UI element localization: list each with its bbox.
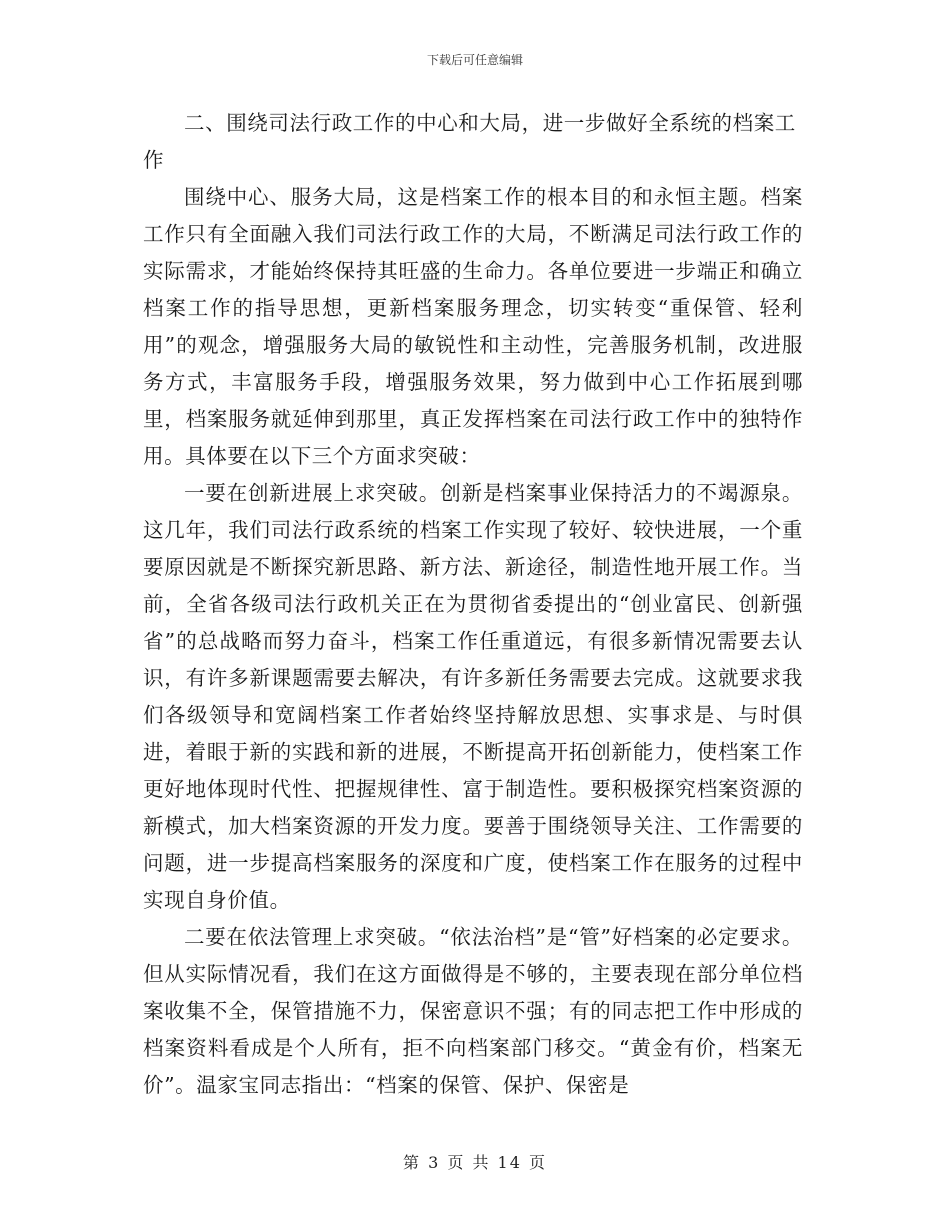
paragraph-3: 二要在依法管理上求突破。“依法治档”是“管”好档案的必定要求。但从实际情况看，我们在这方面做得是不够的，主要表现在部分单位档案收集不全，保管措施不力，保密意识不强；有的同志把工作中形成的档案资料看成是个人所有，拒不向档案部门移交。“黄金有价，档案无价”。温家宝同志指出：“档案的保管、保护、保密是 (143, 925, 803, 1097)
section-heading: 二、围绕司法行政工作的中心和大局，进一步做好全系统的档案工作 (143, 111, 796, 172)
page-header: 下载后可任意编辑 (426, 53, 523, 67)
page-footer: 第 3 页 共 14 页 (403, 1153, 547, 1172)
paragraph-2: 一要在创新进展上求突破。创新是档案事业保持活力的不竭源泉。这几年，我们司法行政系统的档案工作实现了较好、较快进展，一个重要原因就是不断探究新思路、新方法、新途径，制造性地开展工作。当前，全省各级司法行政机关正在为贯彻省委提出的“创业富民、创新强省”的总战略而努力奋斗，档案工作任重道远，有很多新情况需要去认识，有许多新课题需要去解决，有许多新任务需要去完成。这就要求我们各级领导和宽阔档案工作者始终坚持解放思想、实事求是、与时俱进，着眼于新的实践和新的进展，不断提高开拓创新能力，使档案工作更好地体现时代性、把握规律性、富于制造性。要积极探究档案资源的新模式，加大档案资源的开发力度。要善于围绕领导关注、工作需要的问题，进一步提高档案服务的深度和广度，使档案工作在服务的过程中实现自身价值。 (143, 481, 803, 912)
paragraph-1: 围绕中心、服务大局，这是档案工作的根本目的和永恒主题。档案工作只有全面融入我们司法行政工作的大局，不断满足司法行政工作的实际需求，才能始终保持其旺盛的生命力。各单位要进一步端正和确立档案工作的指导思想，更新档案服务理念，切实转变“重保管、轻利用”的观念，增强服务大局的敏锐性和主动性，完善服务机制，改进服务方式，丰富服务手段，增强服务效果，努力做到中心工作拓展到哪里，档案服务就延伸到那里，真正发挥档案在司法行政工作中的独特作用。具体要在以下三个方面求突破： (143, 185, 803, 468)
document-body (143, 105, 803, 1104)
